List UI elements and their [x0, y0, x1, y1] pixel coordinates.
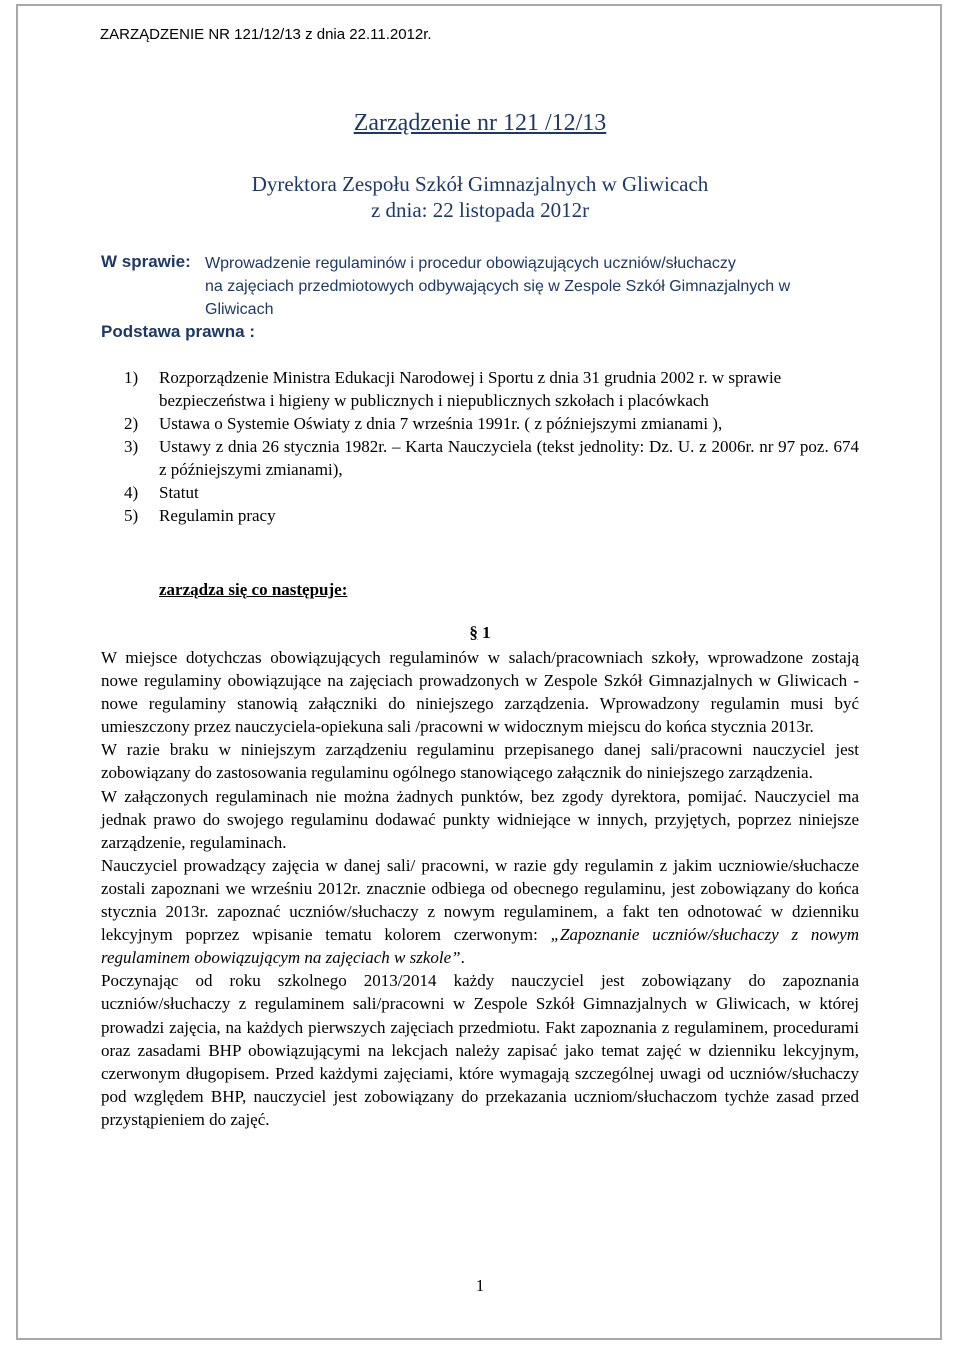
subject-line-1: Wprowadzenie regulaminów i procedur obowiązujących uczniów/słuchaczy [205, 255, 736, 272]
legal-basis-item [101, 412, 859, 435]
body-paragraph: W miejsce dotychczas obowiązujących regulaminów w salach/pracowniach szkoły, wprowadzone zostają nowe regulaminy obowiązujące na zajęciach prowadzonych w Zespole Szkół Gimnazjalnych w Gliwicach - nowe regulaminy stanowią załączniki do niniejszego zarządzenia. Wprowadzony regulamin musi być umieszczony przez nauczyciela-opiekuna sali /pracowni w widocznym miejscu do końca stycznia 2013r. [101, 648, 859, 737]
legal-basis-item [101, 435, 859, 481]
legal-basis-label: Podstawa prawna : [101, 322, 255, 341]
body-text: Nauczyciel prowadzący zajęcia w danej sali/ pracowni, w razie gdy regulamin z jakim uczniowie/słuchacze zostali zapoznani we wrześniu 2012r. znacznie odbiega od obecnego regulaminu, jest zobowiązany do końca stycznia 2013r. zapoznać uczniów/słuchaczy z nowym regulaminem, a fakt ten odnotować w dzienniku lekcyjnym poprzez wpisanie tematu kolorem czerwonym: [101, 855, 859, 945]
legal-basis-number: 2) [124, 414, 139, 433]
body-paragraph [101, 854, 859, 969]
paragraph-number: 1 [482, 623, 491, 642]
subject-line-2: na zajęciach przedmiotowych odbywających się w Zespole Szkół Gimnazjalnych w Gliwicach [205, 278, 791, 318]
body-paragraph: W razie braku w niniejszym zarządzeniu regulaminu przepisanego danej sali/pracowni nauczyciel jest zobowiązany do zastosowania regulaminu ogólnego stanowiącego załącznik do niniejszego zarządzenia. [101, 740, 859, 783]
document-title: Zarządzenie nr 121 /12/13 [353, 110, 607, 136]
legal-basis-text: Statut [159, 483, 199, 502]
subject-label: W sprawie: [101, 252, 191, 271]
page-number: 1 [475, 1276, 485, 1295]
legal-basis-text: Rozporządzenie Ministra Edukacji Narodowej i Sportu z dnia 31 grudnia 2002 r. w sprawie bezpieczeństwa i higieny w publicznych i niepublicznych szkołach i placówkach [159, 368, 782, 410]
legal-basis-text: Ustawy z dnia 26 stycznia 1982r. – Karta Nauczyciela (tekst jednolity: Dz. U. z 2006r. nr 97 poz. 674 z późniejszymi zmianami), [159, 437, 859, 479]
legal-basis-number: 5) [124, 506, 139, 525]
legal-basis-number: 4) [124, 483, 139, 502]
body-paragraph: W załączonych regulaminach nie można żadnych punktów, bez zgody dyrektora, pomijać. Nauczyciel ma jednak prawo do swojego regulaminu dodawać punkty widniejące w innych, przyjętych, poprzez niniejsze zarządzenie, regulaminach. [101, 786, 859, 852]
legal-basis-text: Regulamin pracy [159, 506, 276, 525]
subject-text [205, 252, 859, 321]
document-body [101, 646, 859, 1131]
page-header: ZARZĄDZENIE NR 121/12/13 z dnia 22.11.2012r. [100, 26, 432, 43]
paragraph-heading [101, 623, 859, 643]
document-subtitle-issuer: Dyrektora Zespołu Szkół Gimnazjalnych w Gliwicach [251, 172, 709, 196]
legal-basis-item [101, 504, 859, 527]
legal-basis-text: Ustawa o Systemie Oświaty z dnia 7 września 1991r. ( z późniejszymi zmianami ), [159, 414, 723, 433]
legal-basis-number: 3) [124, 437, 139, 456]
quoted-topic: „Zapoznanie uczniów/słuchaczy z nowym regulaminem obowiązującym na zajęciach w szkole” [101, 925, 860, 968]
document-subtitle-date: z dnia: 22 listopada 2012r [370, 198, 590, 222]
legal-basis-number: 1) [124, 368, 139, 387]
body-text: . [460, 948, 465, 968]
section-symbol: § [469, 623, 478, 642]
body-paragraph: Poczynając od roku szkolnego 2013/2014 każdy nauczyciel jest zobowiązany do zapoznania uczniów/słuchaczy z regulaminem sali/pracowni w Zespole Szkół Gimnazjalnych w Gliwicach, w której prowadzi zajęcia, na każdych pierwszych zajęciach przedmiotu. Fakt zapoznania z regulaminem, procedurami oraz zasadami BHP obowiązującymi na lekcjach należy zapisać jako temat zajęć w dzienniku lekcyjnym, czerwonym długopisem. Przed każdymi zajęciami, które wymagają szczególnej uwagi od uczniów/słuchaczy pod względem BHP, nauczyciel jest zobowiązany do przekazania uczniom/słuchaczom tychże zasad przed przystąpieniem do zajęć. [101, 971, 859, 1129]
legal-basis-list [101, 366, 859, 527]
legal-basis-item [101, 366, 859, 412]
decree-heading: zarządza się co następuje: [159, 580, 348, 599]
legal-basis-item [101, 481, 859, 504]
